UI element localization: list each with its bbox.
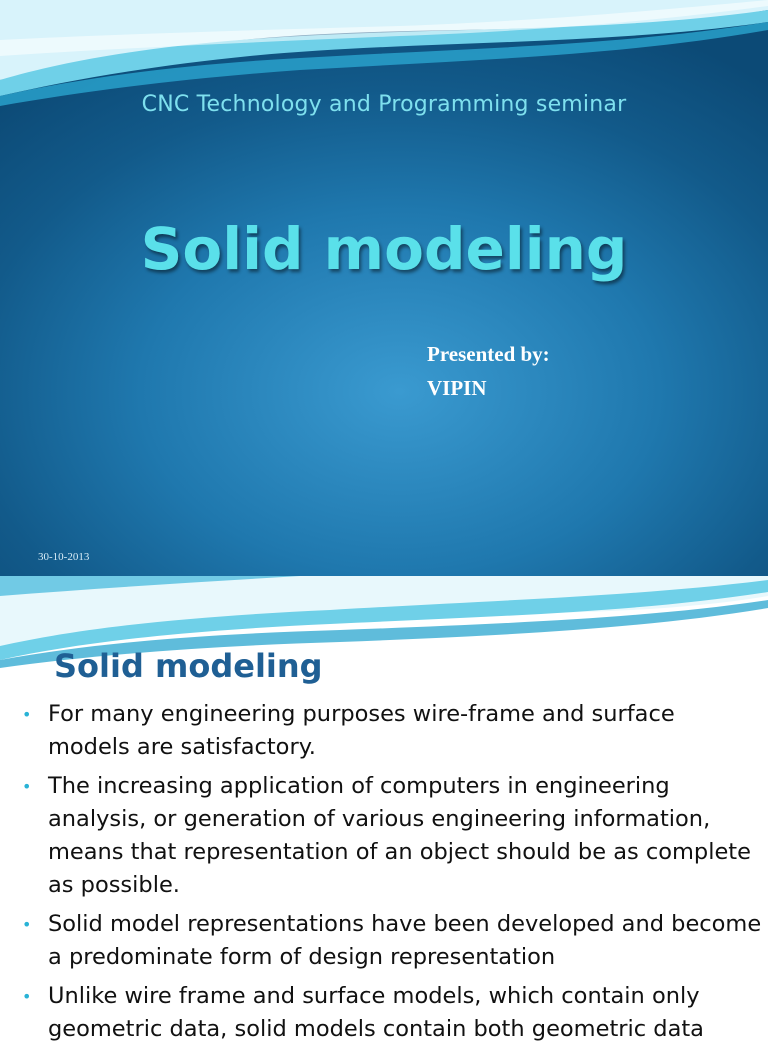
bullet-text: Solid model representations have been developed and become a predominate form of design representation [48, 911, 762, 970]
slide-date: 30-10-2013 [38, 551, 90, 563]
content-slide [0, 576, 768, 1042]
slide-title: Solid modeling [140, 215, 628, 283]
bullet-text: The increasing application of computers in engineering analysis, or generation of various engineering information, means that representation of an object should be as complete as possible. [48, 773, 751, 898]
list-item [22, 698, 762, 764]
presenter-block [427, 337, 550, 405]
seminar-subtitle: CNC Technology and Programming seminar [141, 92, 627, 117]
bullet-list [22, 698, 762, 1052]
bullet-text: For many engineering purposes wire-frame and surface models are satisfactory. [48, 701, 675, 760]
list-item [22, 908, 762, 974]
bullet-text: Unlike wire frame and surface models, which contain only geometric data, solid models contain both geometric data [48, 983, 704, 1042]
bullet-icon: • [22, 915, 32, 934]
presenter-label: Presented by: [427, 342, 550, 366]
bullet-icon: • [22, 777, 32, 796]
slide-heading: Solid modeling [54, 647, 323, 685]
list-item [22, 770, 762, 902]
bullet-icon: • [22, 987, 32, 1006]
presenter-name: VIPIN [427, 376, 487, 400]
list-item [22, 980, 762, 1046]
bullet-icon: • [22, 705, 32, 724]
